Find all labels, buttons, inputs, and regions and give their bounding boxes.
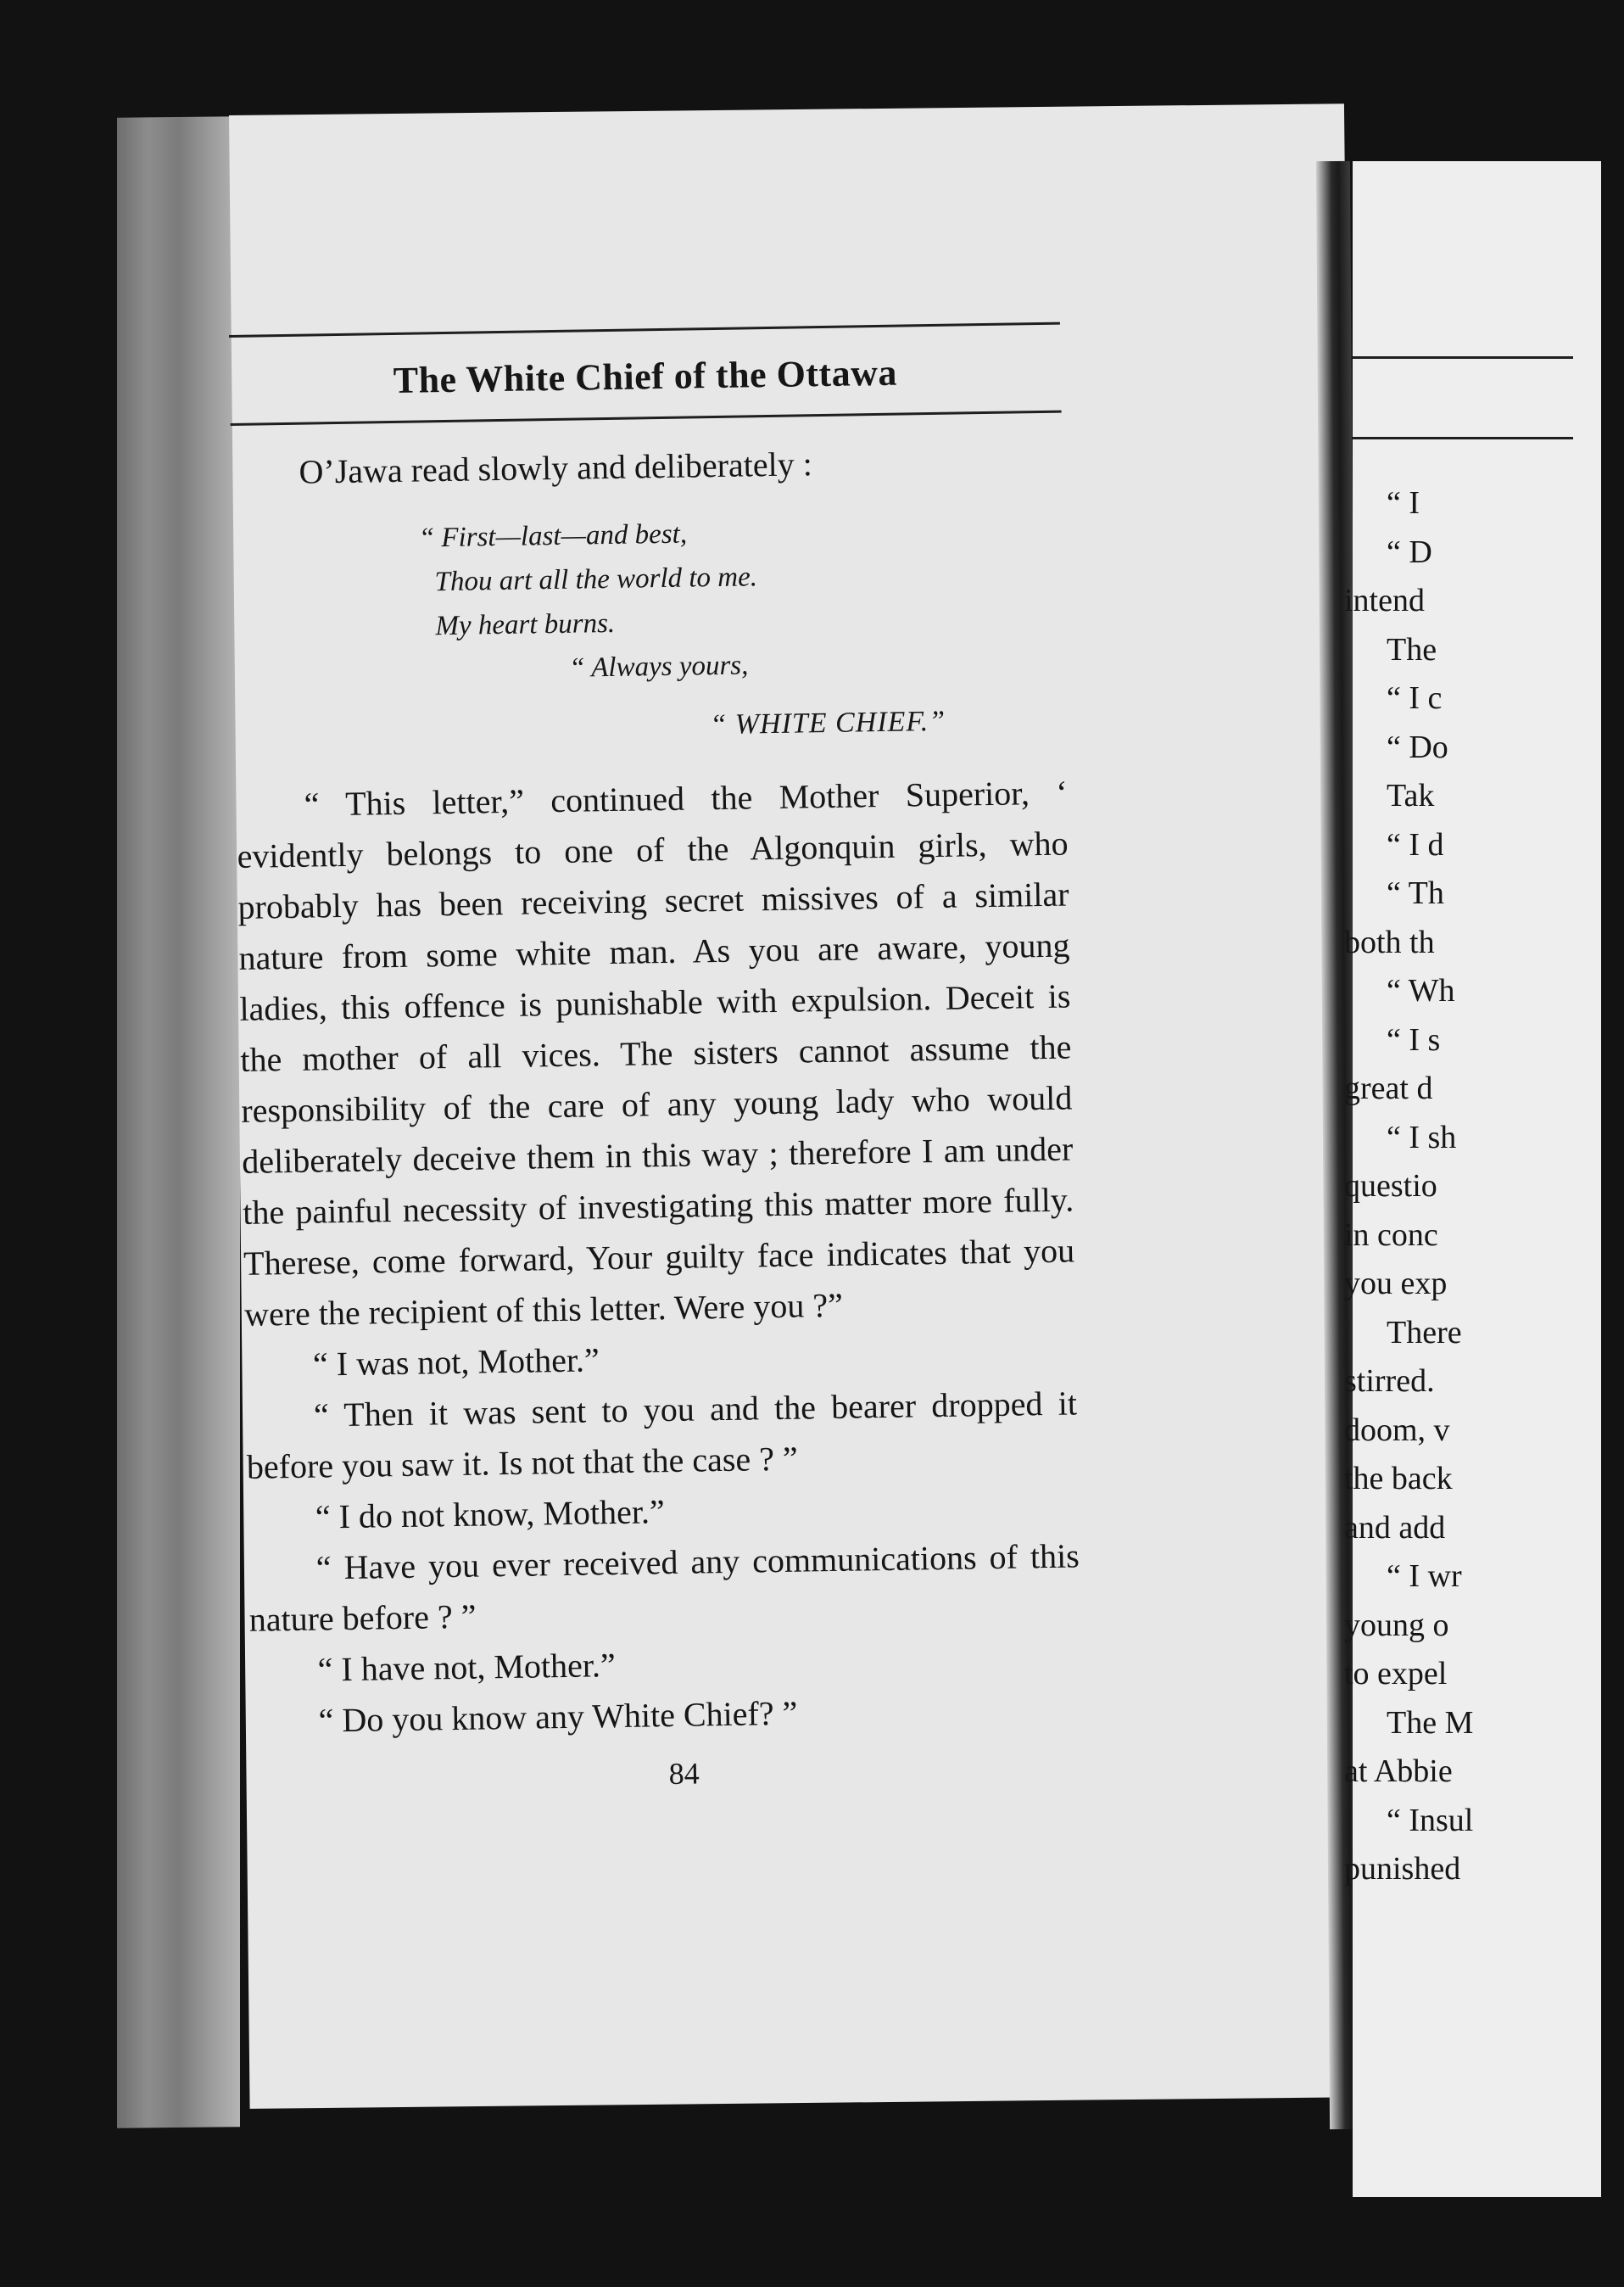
paragraph: “ This letter,” continued the Mother Superior, ‘ evidently belongs to one of the Algonquin girls, who probably has been receiving secret missives of a similar nature from some white man. As you are aware, young ladies, this offence is punishable with expulsion. Deceit is the mother of all vices. The sisters cannot assume the responsibility of the care of any young lady who would deliberately deceive them in this way ; therefore I am under the painful necessity of investigating this matter more fully. Therese, come forward, Your guilty face indicates that you were the recipient of this letter. Were you ?” bbox=[237, 773, 1075, 1334]
paragraph: “ Have you ever received any communications of this nature before ? ” bbox=[248, 1536, 1080, 1639]
right-line: “ I s bbox=[1387, 1021, 1441, 1058]
right-line: The M bbox=[1387, 1704, 1474, 1741]
right-line: The bbox=[1387, 631, 1437, 668]
book-page-edges bbox=[117, 116, 240, 2128]
letter-poem bbox=[418, 506, 1066, 752]
poem-line: My heart burns. bbox=[435, 607, 616, 642]
right-line: in conc bbox=[1344, 1216, 1438, 1253]
right-line: “ I c bbox=[1387, 680, 1443, 716]
header-bottom-rule bbox=[231, 411, 1062, 426]
paragraph: “ I have not, Mother.” bbox=[317, 1646, 617, 1689]
right-line: “ I wr bbox=[1387, 1558, 1462, 1594]
right-page bbox=[1344, 161, 1601, 2197]
right-page-bottom-rule bbox=[1353, 437, 1573, 439]
right-page-text bbox=[1344, 479, 1624, 1894]
right-line: Tak bbox=[1387, 778, 1435, 814]
right-line: “ I d bbox=[1387, 826, 1444, 863]
right-line: “ Insul bbox=[1387, 1802, 1474, 1838]
right-line: There bbox=[1387, 1314, 1462, 1350]
paragraph: “ Then it was sent to you and the bearer dropped it before you saw it. Is not that the case ? ” bbox=[246, 1384, 1078, 1486]
right-line: at Abbie bbox=[1344, 1753, 1453, 1789]
paragraph: “ I was not, Mother.” bbox=[312, 1340, 600, 1384]
right-line: doom, v bbox=[1344, 1412, 1450, 1448]
right-line: questio bbox=[1344, 1168, 1437, 1204]
right-line: and add bbox=[1344, 1509, 1446, 1546]
poem-line: “ First—last—and best, bbox=[418, 518, 688, 554]
right-line: to expel bbox=[1344, 1656, 1448, 1691]
paragraph: “ Do you know any White Chief? ” bbox=[318, 1693, 798, 1740]
poem-signature: “ WHITE CHIEF.” bbox=[709, 705, 946, 741]
right-line: you exp bbox=[1344, 1266, 1448, 1301]
right-line: both th bbox=[1344, 924, 1435, 960]
right-line: young o bbox=[1344, 1607, 1449, 1643]
right-line: “ D bbox=[1387, 534, 1432, 570]
page-number: 84 bbox=[668, 1756, 700, 1792]
poem-line: “ Always yours, bbox=[568, 650, 749, 684]
right-line: “ Th bbox=[1387, 875, 1444, 911]
right-line: great d bbox=[1344, 1071, 1433, 1106]
right-line: “ Wh bbox=[1387, 973, 1455, 1009]
right-line: “ Do bbox=[1387, 729, 1448, 765]
poem-line: Thou art all the world to me. bbox=[434, 562, 758, 598]
running-head: The White Chief of the Ottawa bbox=[393, 351, 898, 401]
right-line: “ I sh bbox=[1387, 1119, 1457, 1155]
right-line: the back bbox=[1344, 1461, 1453, 1496]
intro-line: O’Jawa read slowly and deliberately : bbox=[299, 445, 813, 491]
right-line: “ I bbox=[1387, 485, 1420, 521]
right-page-top-rule bbox=[1353, 356, 1573, 359]
left-page-content bbox=[229, 322, 1083, 1798]
paragraph: “ I do not know, Mother.” bbox=[315, 1492, 665, 1536]
right-line: punished bbox=[1344, 1851, 1461, 1887]
right-line: stirred. bbox=[1344, 1363, 1435, 1399]
right-line: intend bbox=[1344, 583, 1425, 618]
